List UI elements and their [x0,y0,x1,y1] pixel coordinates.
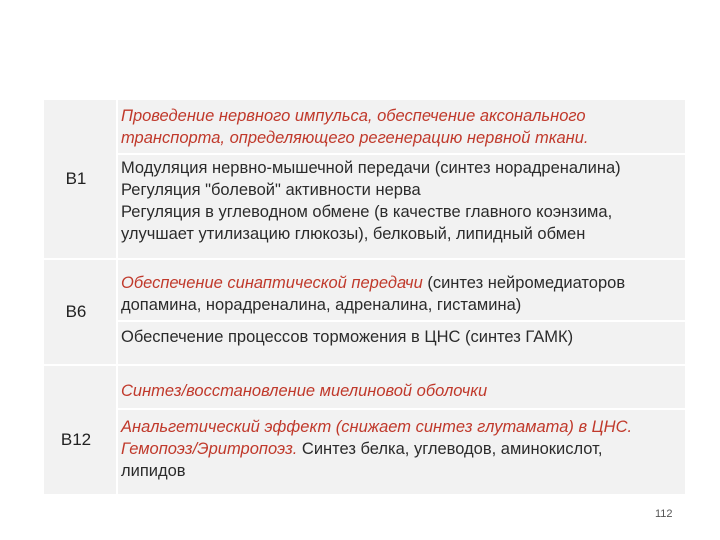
text-line: Анальгетический эффект (снижает синтез глутамата) в ЦНС. [118,408,685,438]
row-content [117,100,685,259]
text-line: транспорта, определяющего регенерацию нервной ткани. [121,129,589,147]
table-row-b6 [44,259,685,365]
text-line: Синтез/восстановление миелиновой оболочки [121,382,488,400]
row-label: B1 [65,169,87,188]
text-line: Обеспечение процессов торможения в ЦНС (синтез ГАМК) [118,320,685,362]
text-line: Регуляция в углеводном обмене (в качестве главного коэнзима, [121,203,613,221]
row-label-cell [44,365,117,495]
text-line: улучшает утилизацию глюкозы), белковый, липидный обмен [121,225,586,243]
table-row-b12 [44,365,685,495]
table-row-b1 [44,100,685,259]
text-line: Проведение нервного импульса, обеспечение аксонального [121,107,586,125]
text-line: Регуляция "болевой" активности нерва [121,181,421,199]
text-line: Модуляция нервно-мышечной передачи (синтез норадреналина) [118,153,685,179]
row-label: B6 [65,302,87,321]
text-line: Обеспечение синаптической передачи (синтез нейромедиаторов [121,274,626,292]
row-content [117,259,685,365]
text-line: допамина, норадреналина, адреналина, гистамина) [121,296,522,314]
vitamin-table [44,100,685,496]
row-content [117,365,685,495]
row-label: B12 [60,430,92,449]
row-label-cell [44,100,117,259]
text-line: Гемопоэз/Эритропоэз. Синтез белка, углеводов, аминокислот, [121,440,603,458]
page-number: 112 [655,508,673,520]
row-label-cell [44,259,117,365]
text-line: липидов [121,462,186,480]
